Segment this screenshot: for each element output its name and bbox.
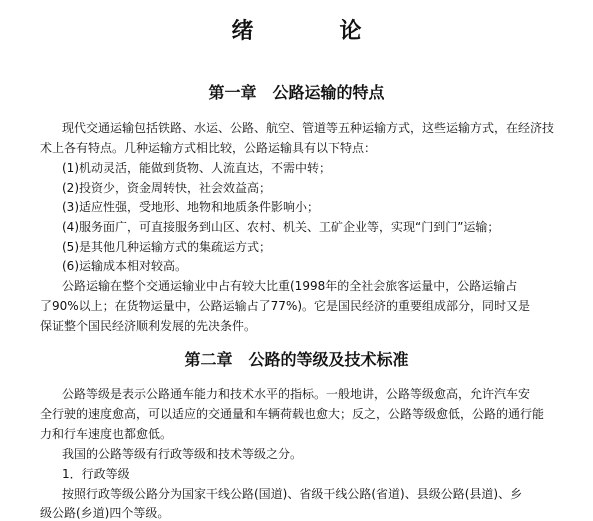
chapter-2-paragraph-line: 级公路(乡道)四个等级。 — [40, 506, 170, 520]
chapter-2-heading: 第二章 公路的等级及技术标准 — [184, 350, 409, 369]
chapter-2-section-heading: 1．行政等级 — [62, 467, 130, 481]
chapter-1-list-item: (1)机动灵活，能做到货物、人流直达，不需中转； — [62, 161, 331, 175]
chapter-2-paragraph-line: 公路等级是表示公路通车能力和技术水平的指标。一般地讲，公路等级愈高，允许汽车安 — [62, 387, 531, 401]
chapter-2-paragraph-line: 我国的公路等级有行政等级和技术等级之分。 — [62, 447, 303, 461]
chapter-2-paragraph-line: 力和行车速度也都愈低。 — [40, 427, 173, 441]
chapter-1-heading: 第一章 公路运输的特点 — [208, 83, 385, 102]
chapter-1-list-item: (3)适应性强，受地形、地物和地质条件影响小； — [62, 200, 319, 214]
chapter-1-list-item: (2)投资少，资金周转快，社会效益高； — [62, 181, 271, 195]
document-title: 绪 论 — [231, 19, 394, 44]
chapter-1-paragraph-line: 术上各有特点。几种运输方式相比较，公路运输具有以下特点： — [40, 141, 377, 155]
chapter-1-paragraph-line: 公路运输在整个交通运输业中占有较大比重(1998年的全社会旅客运量中，公路运输占 — [62, 279, 518, 293]
chapter-1-list-item: (4)服务面广，可直接服务到山区、农村、机关、工矿企业等，实现“门到门”运输； — [62, 220, 500, 234]
chapter-2-paragraph-line: 全行驶的速度愈高，可以适应的交通量和车辆荷载也愈大；反之，公路等级愈低，公路的通行能 — [40, 407, 545, 421]
chapter-1-paragraph-line: 了90%以上；在货物运量中，公路运输占了77%)。它是国民经济的重要组成部分，同时又是 — [40, 299, 531, 313]
chapter-1-list-item: (6)运输成本相对较高。 — [62, 259, 187, 273]
chapter-1-paragraph-line: 现代交通运输包括铁路、水运、公路、航空、管道等五种运输方式，这些运输方式，在经济技 — [62, 121, 555, 135]
chapter-1-list-item: (5)是其他几种运输方式的集疏运方式； — [62, 240, 271, 254]
chapter-1-paragraph-line: 保证整个国民经济顺利发展的先决条件。 — [40, 319, 257, 333]
chapter-2-paragraph-line: 按照行政等级公路分为国家干线公路(国道)、省级干线公路(省道)、县级公路(县道)、乡 — [62, 487, 523, 501]
